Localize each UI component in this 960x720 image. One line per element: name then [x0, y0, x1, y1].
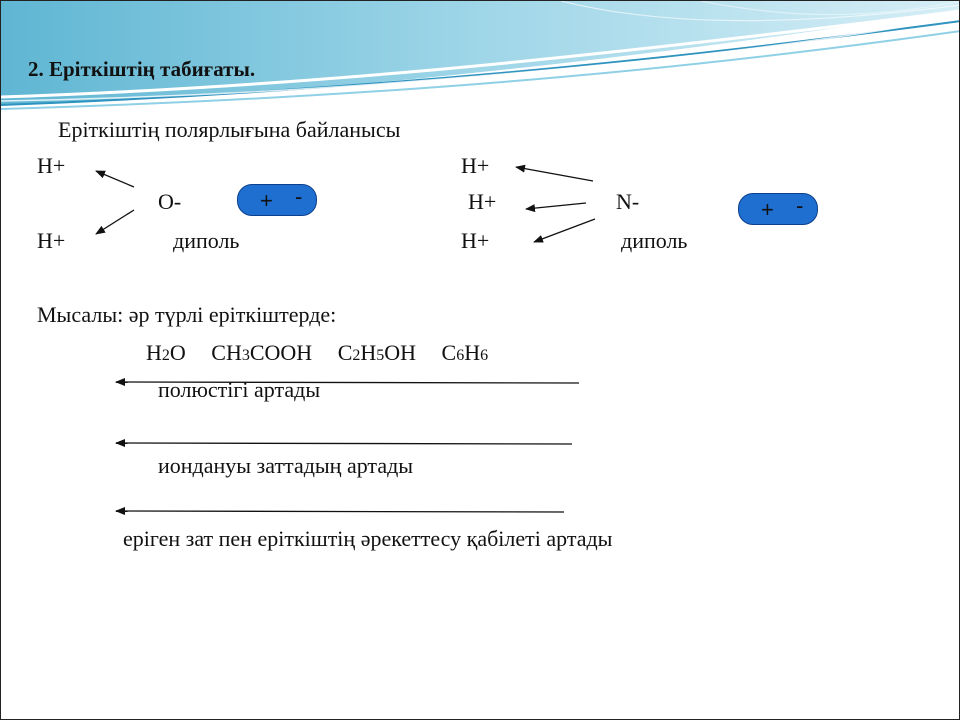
- formula-benzene: C6H6: [441, 340, 489, 365]
- formula-water: H2O: [146, 340, 186, 365]
- right-h-bottom: H+: [461, 228, 490, 253]
- right-badge-minus: -: [796, 193, 804, 218]
- left-o-label: O-: [158, 189, 182, 214]
- right-h-top: H+: [461, 153, 490, 178]
- arrow-n-to-h-bottom: [534, 219, 595, 242]
- right-h-middle: H+: [468, 189, 497, 214]
- formula-acetic-acid: CH3COOH: [211, 340, 313, 365]
- left-dipole-label: диполь: [173, 228, 240, 253]
- trend-polarity: полюстігі артады: [158, 377, 321, 402]
- trend-ionization: иондануы заттадың артады: [158, 453, 414, 478]
- arrow-o-to-h-top: [96, 171, 134, 187]
- arrow-n-to-h-top: [516, 167, 593, 181]
- left-badge-plus: +: [260, 188, 273, 213]
- left-badge-minus: -: [295, 184, 303, 209]
- arrow-trend-interaction: [116, 511, 564, 512]
- arrow-o-to-h-bottom: [96, 210, 134, 234]
- right-badge-plus: +: [761, 197, 774, 222]
- examples-label: Мысалы: әр түрлі еріткіштерде:: [37, 302, 337, 327]
- left-h-top: H+: [37, 153, 66, 178]
- arrow-layer: [1, 1, 960, 720]
- subtitle: Еріткіштің полярлығына байланысы: [58, 117, 401, 142]
- arrow-n-to-h-middle: [526, 203, 586, 209]
- formula-ethanol: C2H5OH: [337, 340, 417, 365]
- left-h-bottom: H+: [37, 228, 66, 253]
- arrow-trend-ionization: [116, 443, 572, 444]
- slide-title: 2. Еріткіштің табиғаты.: [28, 57, 256, 81]
- arrow-trend-polarity: [116, 382, 579, 383]
- right-dipole-label: диполь: [621, 228, 688, 253]
- right-n-label: N-: [616, 189, 640, 214]
- trend-interaction: еріген зат пен еріткіштің әрекеттесу қабілеті артады: [123, 526, 613, 551]
